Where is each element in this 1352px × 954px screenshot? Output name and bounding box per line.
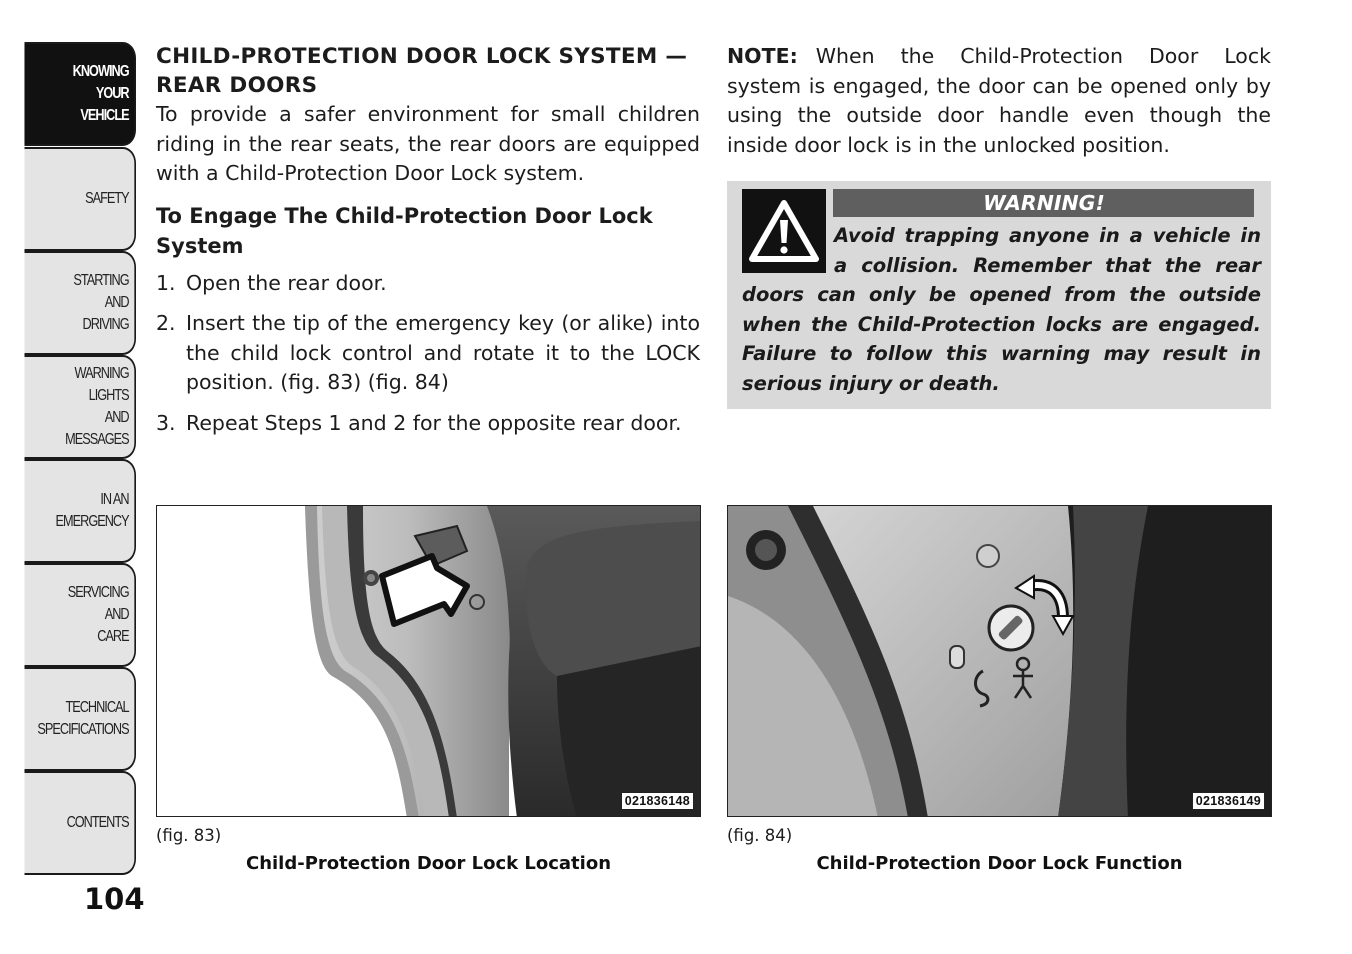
tab-warning-lights[interactable]: WARNING LIGHTS AND MESSAGES [24,355,136,459]
warning-triangle-icon [742,189,826,273]
tab-servicing-and-care[interactable]: SERVICING AND CARE [24,563,136,667]
section-heading: CHILD-PROTECTION DOOR LOCK SYSTEM — REAR DOORS [156,44,688,98]
tab-contents[interactable]: CONTENTS [24,771,136,875]
figure-83-ref: (fig. 83) [156,826,222,845]
tab-knowing-your-vehicle[interactable]: KNOWING YOUR VEHICLE [24,42,136,146]
intro-paragraph: To provide a safer environment for small children riding in the rear seats, the rear doors are equipped with a Child-Protection Door Lock system. [156,102,700,185]
figure-83-caption: Child-Protection Door Lock Location [245,853,612,874]
figure-code: 021836149 [1192,792,1265,810]
note-paragraph [727,42,1271,160]
tab-starting-and-driving[interactable]: STARTING AND DRIVING [24,251,136,355]
tab-in-an-emergency[interactable]: IN AN EMERGENCY [24,459,136,563]
warning-title: WARNING! [833,189,1254,217]
note-label: NOTE: [727,44,798,68]
list-item: 1. Open the rear door. [156,270,387,295]
figure-84-ref: (fig. 84) [727,826,793,845]
steps-list [156,269,700,439]
figure-code: 021836148 [621,792,694,810]
figure-84-caption: Child-Protection Door Lock Function [816,853,1183,874]
left-column [156,42,700,449]
list-item: 3. Repeat Steps 1 and 2 for the opposite rear door. [156,410,682,435]
figure-84-image [727,505,1272,817]
tab-technical-specifications[interactable]: TECHNICAL SPECIFICATIONS [24,667,136,771]
warning-text: Avoid trapping anyone in a vehicle in a collision. Remember that the rear doors can only be opened from the outside when the Child-Protection locks are engaged. Failure to follow this warning may result in serious injury or death. [742,224,1261,395]
page-number: 104 [84,882,145,916]
note-text: When the Child-Protection Door Lock system is engaged, the door can be opened only by using the outside door handle even though the inside door lock is in the unlocked position. [727,44,1271,157]
tab-safety[interactable]: SAFETY [24,147,136,251]
list-item: 2. Insert the tip of the emergency key (or alike) into the child lock control and rotate it to the LOCK position. (fig. 83) (fig. 84) [156,311,700,394]
figure-83-image [156,505,701,817]
warning-box [727,181,1271,409]
subheading: To Engage The Child-Protection Door Lock System [156,203,653,258]
